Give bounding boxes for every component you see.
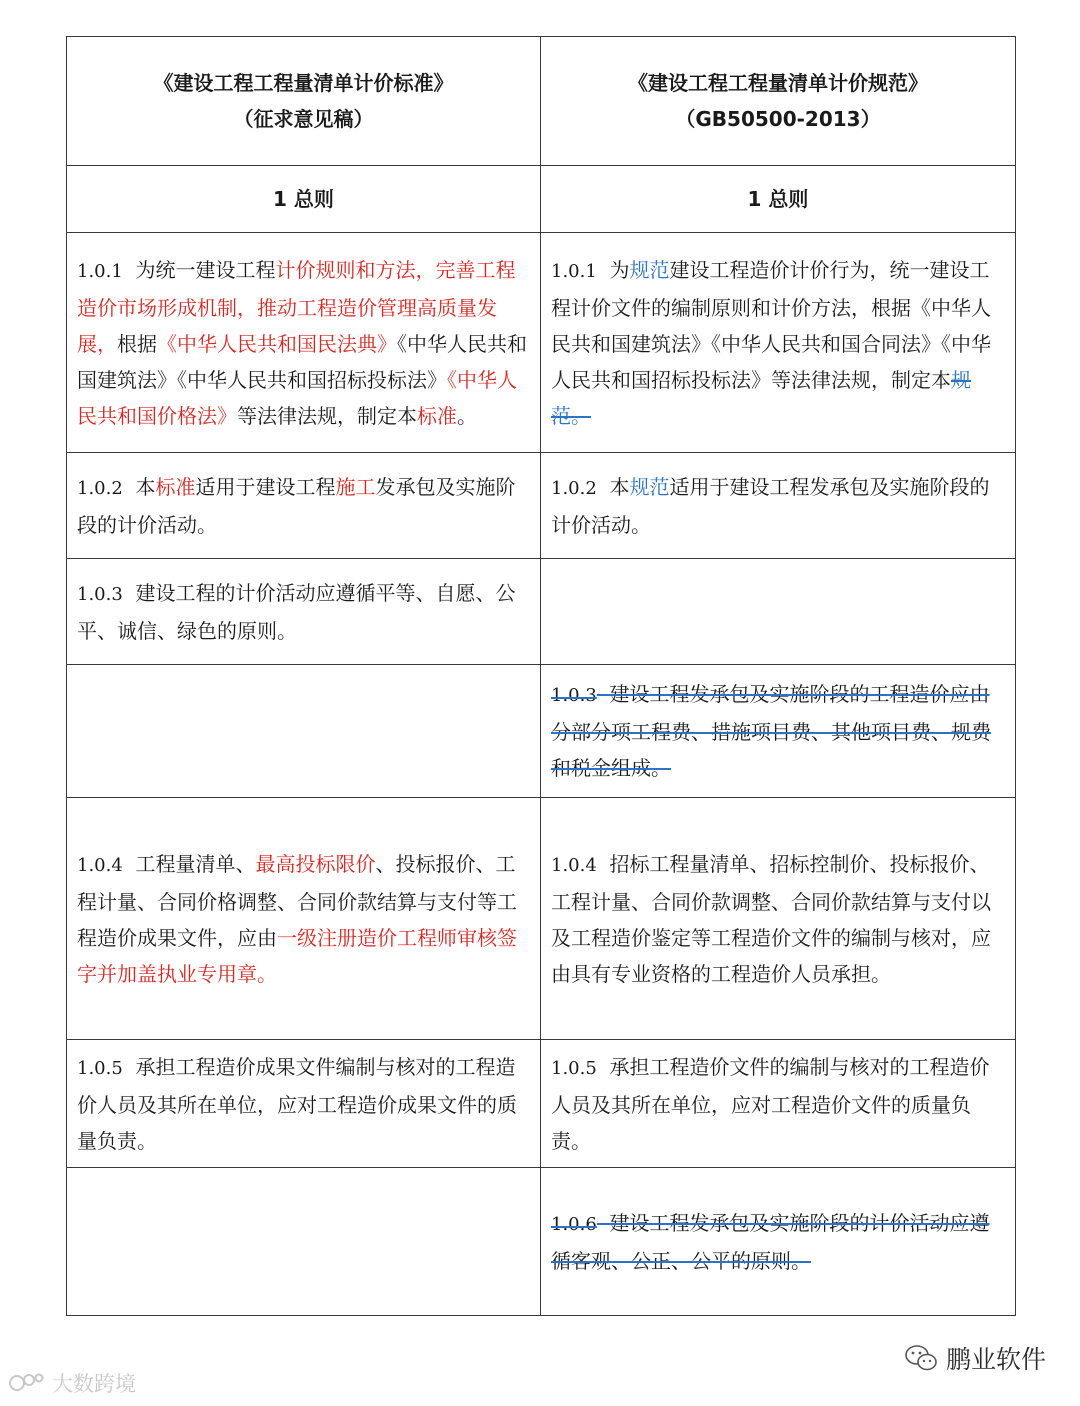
table-row bbox=[67, 1040, 1016, 1168]
right-column-title: 《建设工程工程量清单计价规范》 （GB50500-2013） bbox=[541, 37, 1016, 166]
table-row bbox=[67, 233, 1016, 453]
comparison-table bbox=[66, 36, 1016, 1316]
left-clause-1-0-1: 1.0.1 为统一建设工程计价规则和方法，完善工程造价市场形成机制，推动工程造价管理高质量发展，根据《中华人民共和国民法典》《中华人民共和国建筑法》《中华人民共和国招标投标法》《中华人民共和国价格法》等法律法规，制定本标准。 bbox=[67, 233, 541, 453]
left-column-title: 《建设工程工程量清单计价标准》 （征求意见稿） bbox=[67, 37, 541, 166]
left-empty-cell bbox=[67, 1168, 541, 1316]
table-row bbox=[67, 453, 1016, 559]
right-section-heading: 1 总则 bbox=[541, 166, 1016, 233]
table-row bbox=[67, 798, 1016, 1040]
table-header-row bbox=[67, 37, 1016, 166]
wechat-icon bbox=[904, 1343, 938, 1373]
left-clause-1-0-4: 1.0.4 工程量清单、最高投标限价、投标报价、工程计量、合同价格调整、合同价款结算与支付等工程造价成果文件，应由一级注册造价工程师审核签字并加盖执业专用章。 bbox=[67, 798, 541, 1040]
comparison-table-wrapper bbox=[66, 36, 1015, 1316]
section-heading-row bbox=[67, 166, 1016, 233]
left-empty-cell bbox=[67, 665, 541, 798]
table-row bbox=[67, 1168, 1016, 1316]
watermark: 大数跨境 bbox=[8, 1368, 136, 1398]
left-section-heading: 1 总则 bbox=[67, 166, 541, 233]
left-clause-1-0-5: 1.0.5 承担工程造价成果文件编制与核对的工程造价人员及其所在单位，应对工程造价成果文件的质量负责。 bbox=[67, 1040, 541, 1168]
brand-label: 鹏业软件 bbox=[904, 1336, 1046, 1380]
right-clause-1-0-4: 1.0.4 招标工程量清单、招标控制价、投标报价、工程计量、合同价款调整、合同价款结算与支付以及工程造价鉴定等工程造价文件的编制与核对，应由具有专业资格的工程造价人员承担。 bbox=[541, 798, 1016, 1040]
watermark-logo-icon bbox=[8, 1370, 48, 1396]
right-clause-1-0-3: 1.0.3 建设工程发承包及实施阶段的工程造价应由分部分项工程费、措施项目费、其他项目费、规费和税金组成。 bbox=[541, 665, 1016, 798]
left-clause-1-0-3: 1.0.3 建设工程的计价活动应遵循平等、自愿、公平、诚信、绿色的原则。 bbox=[67, 559, 541, 665]
right-empty-cell bbox=[541, 559, 1016, 665]
right-clause-1-0-6: 1.0.6 建设工程发承包及实施阶段的计价活动应遵循客观、公正、公平的原则。 bbox=[541, 1168, 1016, 1316]
table-row bbox=[67, 665, 1016, 798]
right-clause-1-0-1: 1.0.1 为规范建设工程造价计价行为，统一建设工程计价文件的编制原则和计价方法，根据《中华人民共和国建筑法》《中华人民共和国合同法》《中华人民共和国招标投标法》等法律法规，制定本规范。 bbox=[541, 233, 1016, 453]
table-row bbox=[67, 559, 1016, 665]
right-clause-1-0-2: 1.0.2 本规范适用于建设工程发承包及实施阶段的计价活动。 bbox=[541, 453, 1016, 559]
right-clause-1-0-5: 1.0.5 承担工程造价文件的编制与核对的工程造价人员及其所在单位，应对工程造价文件的质量负责。 bbox=[541, 1040, 1016, 1168]
left-clause-1-0-2: 1.0.2 本标准适用于建设工程施工发承包及实施阶段的计价活动。 bbox=[67, 453, 541, 559]
